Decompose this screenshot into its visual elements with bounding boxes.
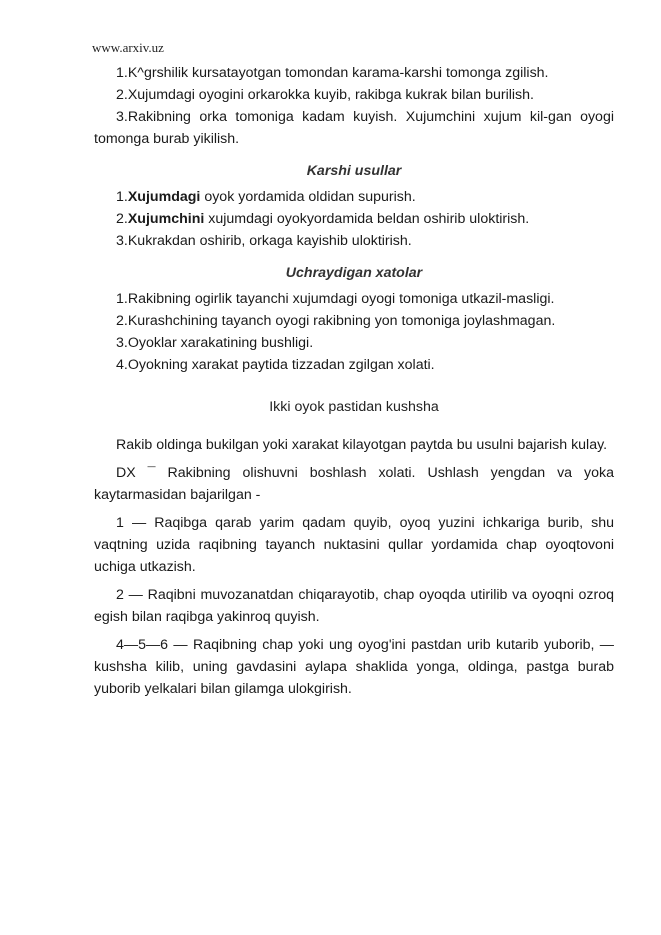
document-body (94, 62, 614, 700)
list-item: 1.K^grshilik kursatayotgan tomondan karama-karshi tomonga zgilish. (116, 65, 549, 81)
paragraph: 1 — Raqibga qarab yarim qadam quyib, oyoq yuzini ichkariga burib, shu vaqtning uzida raqibning tayanch nuktasini qullar yordamida chap oyoqtovoni uchiga utkazish. (94, 515, 614, 575)
paragraph: Rakib oldinga bukilgan yoki xarakat kilayotgan paytda bu usulni bajarish kulay. (116, 437, 608, 453)
list-item: 3.Rakibning orka tomoniga kadam kuyish. Xujumchini xujum kil-gan oyogi tomonga burab yikilish. (94, 109, 614, 147)
section-heading-counter-techniques: Karshi usullar (306, 163, 402, 179)
paragraph: 4—5—6 — Raqibning chap yoki ung oyog'ini pastdan urib kutarib yuborib, — kushsha kilib, uning gavdasini aylapa shaklida yonga, oldinga, pastga burab yuborib yelkalari bilan gilamga ulokgirish. (94, 637, 614, 697)
list-item: 2.Xujumchini xujumdagi oyokyordamida beldan oshirib uloktirish. (116, 211, 530, 227)
section-heading-double-leg: Ikki oyok pastidan kushsha (269, 399, 439, 415)
section-heading-common-mistakes: Uchraydigan xatolar (285, 265, 423, 281)
list-item: 2.Kurashchining tayanch oyogi rakibning yon tomoniga joylashmagan. (116, 313, 556, 329)
list-item: 2.Xujumdagi oyogini orkarokka kuyib, rakibga kukrak bilan burilish. (116, 87, 534, 103)
paragraph: 2 — Raqibni muvozanatdan chiqarayotib, chap oyoqda utirilib va oyoqni ozroq egish bilan raqibga yakinroq quyish. (94, 587, 614, 625)
list-item: 4.Oyokning xarakat paytida tizzadan zgilgan xolati. (116, 357, 435, 373)
list-item: 3.Oyoklar xarakatining bushligi. (116, 335, 314, 351)
site-url: www.arxiv.uz (92, 40, 164, 55)
list-item: 1.Rakibning ogirlik tayanchi xujumdagi oyogi tomoniga utkazil-masligi. (116, 291, 555, 307)
paragraph: DX ¯ Rakibning olishuvni boshlash xolati. Ushlash yengdan va yoka kaytarmasidan bajarilgan - (94, 465, 614, 503)
list-item: 1.Xujumdagi oyok yordamida oldidan supurish. (116, 189, 416, 205)
list-item: 3.Kukrakdan oshirib, orkaga kayishib uloktirish. (116, 233, 412, 249)
